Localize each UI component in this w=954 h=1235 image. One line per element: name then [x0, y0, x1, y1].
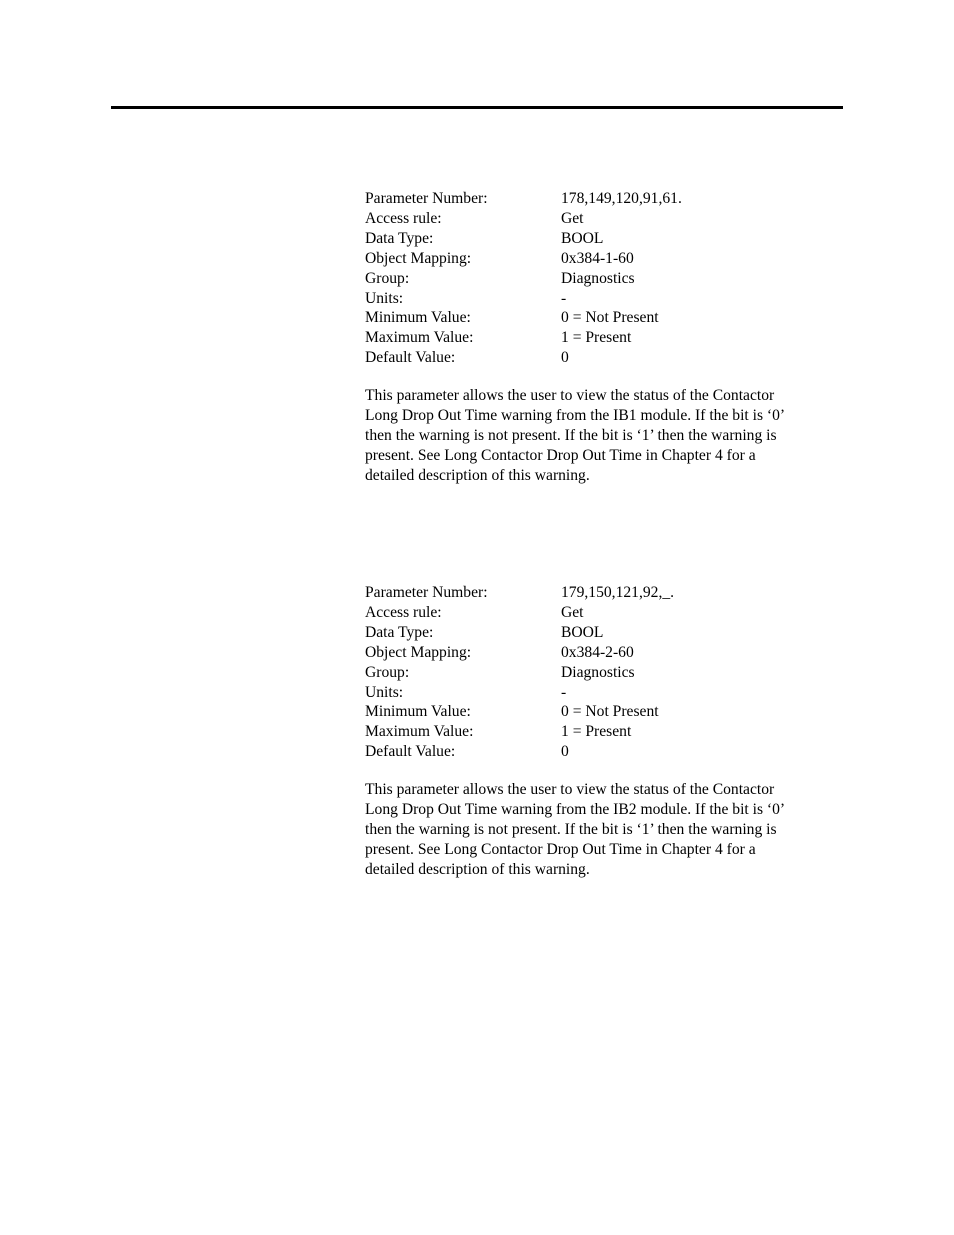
parameter-description: [365, 780, 835, 880]
parameter-label: Minimum Value:: [365, 309, 471, 327]
parameter-label: Maximum Value:: [365, 723, 474, 741]
parameter-label: Maximum Value:: [365, 329, 474, 347]
parameter-row: [365, 229, 835, 249]
parameter-value: 0: [561, 743, 569, 761]
parameter-label: Group:: [365, 663, 410, 681]
parameter-row: [365, 308, 835, 328]
parameter-value: 0x384-1-60: [561, 249, 634, 267]
parameter-row: [365, 189, 835, 209]
parameter-value: BOOL: [561, 229, 604, 247]
parameter-label: Object Mapping:: [365, 643, 472, 661]
parameter-row: [365, 643, 835, 663]
parameter-row: [365, 289, 835, 309]
parameter-value: 0x384-2-60: [561, 643, 634, 661]
parameter-label: Parameter Number:: [365, 190, 488, 207]
parameter-value: -: [561, 289, 567, 307]
parameter-table: [365, 583, 835, 762]
parameter-row: [365, 722, 835, 742]
parameter-block: [365, 189, 835, 486]
parameter-value: Get: [561, 209, 584, 227]
parameter-value: 178,149,120,91,61.: [561, 190, 682, 207]
parameter-row: [365, 348, 835, 368]
parameter-row: [365, 702, 835, 722]
header-rule: [111, 106, 843, 109]
parameter-label: Group:: [365, 269, 410, 287]
parameter-label: Access rule:: [365, 603, 442, 621]
parameter-value: 0 = Not Present: [561, 309, 659, 327]
parameter-value: Get: [561, 603, 584, 621]
parameter-value: 0: [561, 349, 569, 367]
description-line: This parameter allows the user to view the status of the Contactor: [365, 387, 775, 405]
parameter-label: Default Value:: [365, 349, 456, 367]
description-line: detailed description of this warning.: [365, 467, 590, 485]
parameter-block: [365, 583, 835, 880]
parameter-label: Units:: [365, 289, 404, 307]
parameter-value: -: [561, 683, 567, 701]
parameter-label: Parameter Number:: [365, 584, 488, 601]
parameter-value: BOOL: [561, 623, 604, 641]
description-line: present. See Long Contactor Drop Out Time in Chapter 4 for a: [365, 841, 756, 859]
description-line: detailed description of this warning.: [365, 861, 590, 879]
parameter-row: [365, 742, 835, 762]
parameter-row: [365, 623, 835, 643]
parameter-value: Diagnostics: [561, 269, 635, 287]
description-line: present. See Long Contactor Drop Out Time in Chapter 4 for a: [365, 447, 756, 465]
parameter-label: Object Mapping:: [365, 249, 472, 267]
parameter-row: [365, 663, 835, 683]
parameter-value: 179,150,121,92,_.: [561, 584, 675, 601]
parameter-label: Data Type:: [365, 623, 434, 641]
parameter-table: [365, 189, 835, 368]
parameter-label: Data Type:: [365, 229, 434, 247]
description-line: Long Drop Out Time warning from the IB1 module. If the bit is ‘0’: [365, 407, 786, 425]
description-line: then the warning is not present. If the bit is ‘1’ then the warning is: [365, 821, 777, 839]
parameter-value: 1 = Present: [561, 329, 632, 347]
parameter-value: 1 = Present: [561, 723, 632, 741]
parameter-row: [365, 249, 835, 269]
parameter-row: [365, 583, 835, 603]
parameter-row: [365, 269, 835, 289]
parameter-label: Access rule:: [365, 209, 442, 227]
description-line: This parameter allows the user to view the status of the Contactor: [365, 781, 775, 799]
description-line: then the warning is not present. If the bit is ‘1’ then the warning is: [365, 427, 777, 445]
parameter-row: [365, 683, 835, 703]
parameter-row: [365, 328, 835, 348]
parameter-description: [365, 386, 835, 486]
parameter-value: 0 = Not Present: [561, 703, 659, 721]
description-line: Long Drop Out Time warning from the IB2 module. If the bit is ‘0’: [365, 801, 786, 819]
parameter-label: Default Value:: [365, 743, 456, 761]
parameter-row: [365, 209, 835, 229]
parameter-value: Diagnostics: [561, 663, 635, 681]
parameter-label: Units:: [365, 683, 404, 701]
parameter-label: Minimum Value:: [365, 703, 471, 721]
parameter-row: [365, 603, 835, 623]
